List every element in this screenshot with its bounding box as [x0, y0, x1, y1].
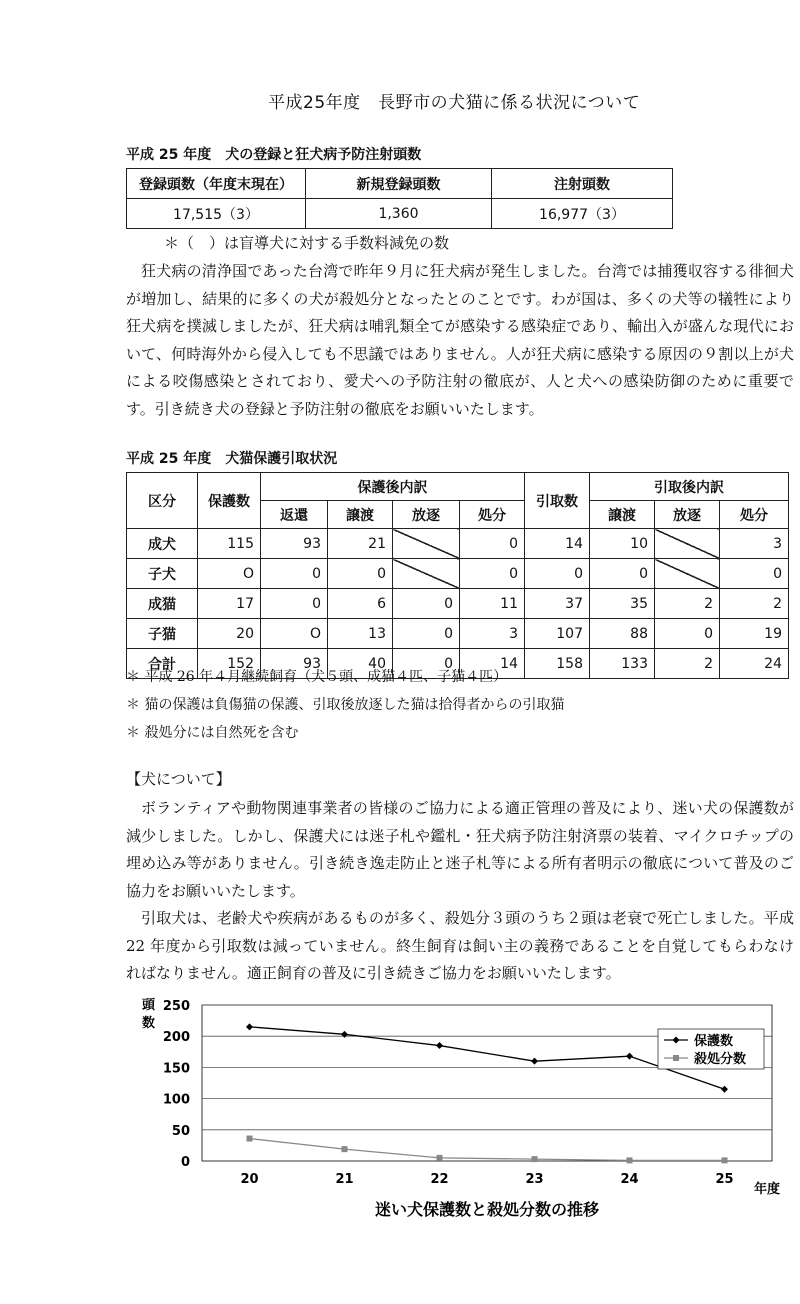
table-row	[127, 529, 789, 559]
cell-dispose: 14	[460, 649, 525, 679]
legend-marker	[673, 1055, 679, 1061]
data-point	[342, 1146, 348, 1152]
header-registered: 登録頭数（年度末現在）	[127, 169, 306, 199]
cell-transfer: 13	[328, 619, 393, 649]
series-group	[246, 1023, 728, 1163]
cell-taken: 14	[525, 529, 590, 559]
cell-dispose: 0	[460, 559, 525, 589]
header-release: 放逐	[393, 501, 460, 529]
trend-line-chart	[130, 995, 790, 1225]
row-label: 子犬	[127, 559, 198, 589]
y-axis-label-1: 頭	[142, 998, 156, 1013]
page-title: 平成25年度 長野市の犬猫に係る状況について	[268, 93, 641, 113]
protection-note-2: ＊ 猫の保護は負傷猫の保護、引取後放逐した猫は拾得者からの引取猫	[126, 697, 565, 713]
row-label: 成猫	[127, 589, 198, 619]
cell-protected: 17	[198, 589, 261, 619]
plot-area	[202, 1005, 772, 1161]
header-dispose2: 処分	[720, 501, 789, 529]
data-point	[531, 1058, 538, 1065]
y-tick-label: 100	[162, 1092, 190, 1108]
registration-caption: 平成 25 年度 犬の登録と狂犬病予防注射頭数	[126, 147, 422, 163]
cell-dispose2: 0	[720, 559, 789, 589]
dog-section-heading: 【犬について】	[126, 770, 231, 788]
cell-release2: 0	[655, 619, 720, 649]
y-tick-label: 50	[171, 1123, 190, 1139]
data-point	[627, 1157, 633, 1163]
cell-release2-na	[655, 559, 720, 589]
cell-protected: 20	[198, 619, 261, 649]
registration-note: ＊（ ）は盲導犬に対する手数料減免の数	[164, 234, 450, 252]
table-row	[127, 589, 789, 619]
data-point	[246, 1023, 253, 1030]
data-point	[722, 1157, 728, 1163]
cell-protected: O	[198, 559, 261, 589]
dog-paragraph-2: 引取犬は、老齢犬や疾病があるものが多く、殺処分３頭のうち２頭は老衰で死亡しました。平成 22 年度から引取数は減っていません。終生飼育は飼い主の義務であることを自覚してもらわなければなりません。適正飼育の普及に引き続きご協力をお願いいたします。	[126, 909, 794, 982]
table-row	[127, 559, 789, 589]
header-release2: 放逐	[655, 501, 720, 529]
cell-release: 0	[393, 649, 460, 679]
x-tick-label: 25	[715, 1172, 734, 1187]
y-tick-labels	[163, 999, 190, 1170]
header-taken: 引取数	[525, 473, 590, 529]
registration-table	[126, 168, 673, 229]
protection-note-3: ＊ 殺処分には自然死を含む	[126, 725, 299, 741]
legend-label: 殺処分数	[694, 1052, 747, 1067]
row-label: 成犬	[127, 529, 198, 559]
header-protected: 保護数	[198, 473, 261, 529]
protection-caption: 平成 25 年度 犬猫保護引取状況	[126, 451, 338, 467]
cell-release2: 2	[655, 589, 720, 619]
row-label: 子猫	[127, 619, 198, 649]
data-point	[532, 1156, 538, 1162]
row-label: 合計	[127, 649, 198, 679]
value-registered: 17,515（3）	[127, 199, 306, 229]
data-point	[721, 1086, 728, 1093]
x-tick-label: 22	[430, 1172, 449, 1187]
cell-transfer: 0	[328, 559, 393, 589]
cell-transfer: 6	[328, 589, 393, 619]
header-new: 新規登録頭数	[306, 169, 492, 199]
header-after-take: 引取後内訳	[590, 473, 789, 501]
data-point	[341, 1031, 348, 1038]
cell-transfer2: 133	[590, 649, 655, 679]
cell-return: 0	[261, 559, 328, 589]
cell-return: 93	[261, 529, 328, 559]
cell-release-na	[393, 559, 460, 589]
cell-dispose2: 3	[720, 529, 789, 559]
series-line-2	[250, 1139, 725, 1161]
x-tick-label: 24	[620, 1172, 639, 1187]
x-tick-labels	[240, 1172, 733, 1187]
header-category: 区分	[127, 473, 198, 529]
protection-table	[126, 472, 789, 679]
y-tick-label: 150	[162, 1061, 190, 1077]
cell-return: O	[261, 619, 328, 649]
cell-transfer2: 0	[590, 559, 655, 589]
value-injection: 16,977（3）	[492, 199, 673, 229]
x-tick-label: 21	[335, 1172, 354, 1187]
table-row	[127, 619, 789, 649]
header-injection: 注射頭数	[492, 169, 673, 199]
cell-taken: 107	[525, 619, 590, 649]
cell-dispose2: 19	[720, 619, 789, 649]
data-point	[247, 1136, 253, 1142]
x-tick-label: 23	[525, 1172, 544, 1187]
cell-release-na	[393, 529, 460, 559]
x-tick-label: 20	[240, 1172, 259, 1187]
cell-transfer2: 88	[590, 619, 655, 649]
value-new: 1,360	[306, 199, 492, 229]
data-point	[626, 1053, 633, 1060]
cell-release2: 2	[655, 649, 720, 679]
cell-taken: 0	[525, 559, 590, 589]
y-tick-label: 0	[180, 1155, 190, 1170]
cell-dispose2: 24	[720, 649, 789, 679]
protection-note-1: ＊ 平成 26 年４月継続飼育（犬５頭、成猫４匹、子猫４匹）	[126, 669, 508, 685]
x-axis-label: 年度	[754, 1182, 781, 1197]
cell-transfer: 40	[328, 649, 393, 679]
y-tick-label: 200	[162, 1030, 190, 1046]
data-point	[437, 1155, 443, 1161]
cell-release2-na	[655, 529, 720, 559]
header-transfer2: 譲渡	[590, 501, 655, 529]
chart-title: 迷い犬保護数と殺処分数の推移	[374, 1200, 600, 1219]
data-point	[436, 1042, 443, 1049]
header-after-protect: 保護後内訳	[261, 473, 525, 501]
cell-protected: 115	[198, 529, 261, 559]
y-tick-label: 250	[162, 999, 190, 1014]
header-transfer: 譲渡	[328, 501, 393, 529]
cell-dispose: 3	[460, 619, 525, 649]
cell-transfer2: 10	[590, 529, 655, 559]
cell-taken: 158	[525, 649, 590, 679]
cell-return: 0	[261, 589, 328, 619]
header-dispose: 処分	[460, 501, 525, 529]
cell-transfer: 21	[328, 529, 393, 559]
legend-label: 保護数	[694, 1034, 734, 1049]
dog-paragraph-1: ボランティアや動物関連事業者の皆様のご協力による適正管理の普及により、迷い犬の保護数が減少しました。しかし、保護犬には迷子札や鑑札・狂犬病予防注射済票の装着、マイクロチップの埋め込み等がありません。引き続き逸走防止と迷子札等による所有者明示の徹底について普及のご協力をお願いいたします。	[126, 799, 794, 900]
cell-release: 0	[393, 619, 460, 649]
cell-dispose2: 2	[720, 589, 789, 619]
y-axis-label-2: 数	[142, 1016, 156, 1031]
chart-legend	[658, 1029, 764, 1069]
cell-taken: 37	[525, 589, 590, 619]
cell-release: 0	[393, 589, 460, 619]
cell-dispose: 0	[460, 529, 525, 559]
header-return: 返還	[261, 501, 328, 529]
rabies-paragraph: 狂犬病の清浄国であった台湾で昨年９月に狂犬病が発生しました。台湾では捕獲収容する徘徊犬が増加し、結果的に多くの犬が殺処分となったとのことです。わが国は、多くの犬等の犠牲により狂犬病を撲滅しましたが、狂犬病は哺乳類全てが感染する感染症であり、輸出入が盛んな現代において、何時海外から侵入しても不思議ではありません。人が狂犬病に感染する原因の９割以上が犬による咬傷感染とされており、愛犬への予防注射の徹底が、人と犬への感染防御のために重要です。引き続き犬の登録と予防注射の徹底をお願いいたします。	[126, 262, 794, 418]
cell-transfer2: 35	[590, 589, 655, 619]
cell-return: 93	[261, 649, 328, 679]
cell-dispose: 11	[460, 589, 525, 619]
cell-protected: 152	[198, 649, 261, 679]
